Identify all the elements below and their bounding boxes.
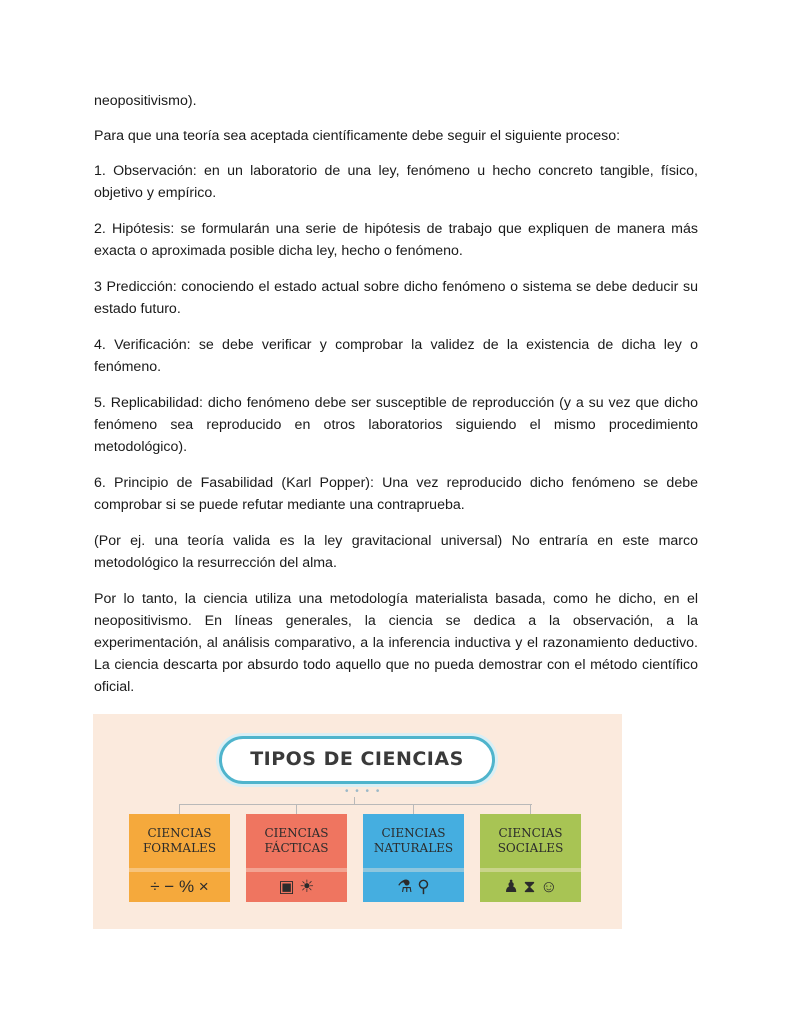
connector-line [413,804,414,814]
paragraph-replicabilidad: 5. Replicabilidad: dicho fenómeno debe ser susceptible de reproducción (y a su vez que dicho fenómeno sea reproducido en otros laboratorios siguiendo el mismo procedimiento metodológico). [94,395,698,455]
paragraph-observacion: 1. Observación: en un laboratorio de una ley, fenómeno u hecho concreto tangible, físico, objetivo y empírico. [94,163,698,201]
paragraph-hipotesis: 2. Hipótesis: se formularán una serie de hipótesis de trabajo que expliquen de manera más exacta o aproximada posible dicha ley, hecho o fenómeno. [94,221,698,259]
paragraph-verificacion: 4. Verificación: se debe verificar y comprobar la validez de la existencia de dicha ley o fenómeno. [94,337,698,375]
decorative-dots: • • • • [345,786,382,797]
flask-microscope-icon: ⚗ ⚲ [363,872,464,902]
people-hourglass-icon: ♟ ⧗ ☺ [480,872,581,902]
book-lightbulb-icon: ▣ ☀ [246,872,347,902]
card-ciencias-naturales [363,814,464,902]
card-divider [129,868,230,872]
connector-line [296,804,297,814]
math-symbols-icon: ÷ − % × [129,872,230,902]
card-label: CIENCIAS FÁCTICAS [246,814,347,868]
paragraph: neopositivismo). [94,93,197,109]
card-label: CIENCIAS SOCIALES [480,814,581,868]
card-label: CIENCIAS FORMALES [129,814,230,868]
document-body [94,90,698,741]
card-divider [480,868,581,872]
paragraph-prediccion: 3 Predicción: conociendo el estado actual sobre dicho fenómeno o sistema se debe deducir su estado futuro. [94,279,698,317]
card-divider [363,868,464,872]
card-label: CIENCIAS NATURALES [363,814,464,868]
paragraph-ejemplo: (Por ej. una teoría valida es la ley gravitacional universal) No entraría en este marco metodológico la resurrección del alma. [94,533,698,571]
card-ciencias-sociales [480,814,581,902]
card-ciencias-facticas [246,814,347,902]
paragraph-fasabilidad: 6. Principio de Fasabilidad (Karl Popper): Una vez reproducido dicho fenómeno se debe comprobar si se puede refutar mediante una contraprueba. [94,475,698,513]
tipos-de-ciencias-infographic [93,714,622,929]
card-divider [246,868,347,872]
card-ciencias-formales [129,814,230,902]
connector-line [530,804,531,814]
paragraph-conclusion: Por lo tanto, la ciencia utiliza una metodología materialista basada, como he dicho, en el neopositivismo. En líneas generales, la ciencia se dedica a la observación, a la experimentación, al análisis comparativo, a la inferencia inductiva y el razonamiento deductivo. La ciencia descarta por absurdo todo aquello que no pueda demostrar con el método científico oficial. [94,591,698,695]
infographic-title-pill [219,736,495,784]
infographic-title: TIPOS DE CIENCIAS [250,748,464,770]
connector-line [179,804,532,805]
connector-line [179,804,180,814]
paragraph: Para que una teoría sea aceptada científicamente debe seguir el siguiente proceso: [94,128,621,144]
